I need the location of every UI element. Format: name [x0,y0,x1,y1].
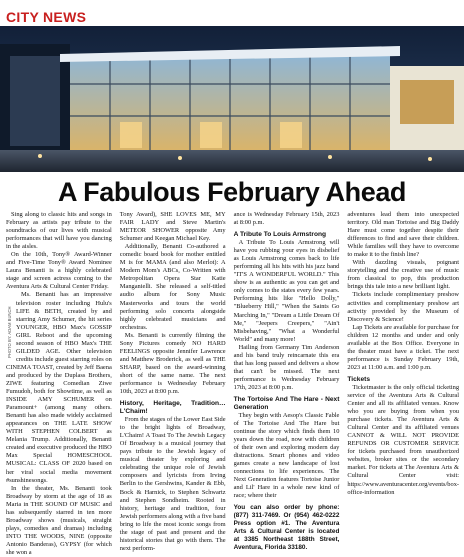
paragraph: Sing along to classic hits and songs in February as artists pay tribute to the soundtracks of our lives with musical performances that will have you dancing in the aisles. [6,211,112,251]
column-3 [233,211,340,551]
paragraph: From the stages of the Lower East Side to the bright lights of Broadway, L'Chaim! A Toast To The Jewish Legacy Of Broadway is a musical journey that pays tribute to the Jewish legacy of musical theater by exploring and celebrating the unique role of Jewish composers and lyricists from Irving Berlin to the Gershwins, Kander & Ebb, Bock & Harnick, to Stephen Schwartz and Stephen Sondheim. Rooted in history, heritage and tradition, four Jewish performers along with a five band bring to life the most iconic songs from the stage of past and present and the historical stories that go with them. The next perform- [119,416,226,552]
paragraph: They begin with Aesop's Classic Fable of The Tortoise And The Hare but continue the story which finds them 10 years down the road, now with children of their own and exploring modern day distractions. Smart phones and video games create a new landscape of lost connections to life experiences. The Next Generation features Tortoise Junior and Lil' Hare in a whole new kind of race; where their [233,411,340,500]
paragraph: Tickets include complimentary preshow activities and complimentary preshow art activity provided by the Museum of Discovery & Science! [347,291,460,323]
paragraph: Additionally, Benanti Co-authored a comedic board book for mother entitled M is for MAMA (and also Merlot): A Modern Mom's ABCs, Co-Written with Metropolitan Opera Star Katie Manganielli. She released a self-titled audio album for Sony Music Masterworks and tours the world performing solo concerts alongside highly celebrated musicians and orchestras. [119,243,226,331]
article-body [6,211,460,556]
subheading: History, Heritage, Tradition…L'Chaim! [119,400,226,416]
paragraph: Tony Award), SHE LOVES ME, MY FAIR LADY and Steve Martin's METEOR SHOWER opposite Amy Schumer and Keegan Michael Key. [119,211,226,243]
paragraph: Lap Tickets are available for purchase for children 12 months and under and only available at the Box Office. Everyone in the theater must have a ticket. The next performance is Sunday February 19th, 2023 at 11:00 a.m. and 1:00 p.m. [347,323,460,371]
paragraph: adventures lead them into unexpected territory. Old man Tortoise and Big Daddy Hare must come together despite their differences to find and save their children. While families will they have to overcome to make it to the finish line? [347,211,460,259]
subheading: Tickets [347,375,370,383]
building-photo-icon [0,26,464,172]
paragraph: ance is Wednesday February 15th, 2023 at 8:00 p.m. [233,211,340,227]
column-1 [6,211,112,556]
subheading: A Tribute To Louis Armstrong [233,231,327,239]
column-2 [119,211,226,552]
paragraph: On the 10th, Tony® Award-Winner and Five-Time Tony® Award Nominee Laura Benanti is a highly celebrated stage and screen actress coming to the Aventura Arts & Cultural Center Friday. [6,251,112,291]
photo-credit: PHOTO BY: ADAM BUNCH [6,306,12,359]
paragraph [6,291,112,484]
paragraph: With dazzling visuals, poignant storytelling and the creative use of music from classical to pop, this production brings this tale into a new brilliant light. [347,259,460,291]
photo-credit-strip [6,293,13,363]
subheading: The Tortoise And The Hare - Next Generation [233,395,340,411]
paragraph-text: Ms. Benanti has an impressive television roster including Hulu's LIFE & BETH, created by and starring Amy Schumer, the hit series YOUNGER, HBO Max's GOSSIP GIRL Reboot and the upcoming second season of HBO Max's THE GILDED AGE. Other television credits include guest starring roles on CINEMA TOAST, created by Jeff Baena and produced by the Duplass Brothers, ZIWE featuring Comedian Ziwe Fumudoh, both for Showtime, as well as INSIDE AMY SCHUMER on Paramount+ (among many others. Benanti has also made widely acclaimed appearances on THE LATE SHOW WITH STEPHEN COLBERT as Melania Trump. Additionally, Benanti created and executive produced the HBO Max Special HOMESCHOOL MUSICAL: CLASS OF 2020 based on her viral social media movement #sunshinesongs. [6,291,112,484]
paragraph: Hailing from Germany Tim Anderson and his band truly reincarnate this era that has long passed and delivers a show that can't be missed. The next performance is Wednesday February 17th, 2023 at 8:00 p.m. [233,343,340,391]
paragraph: A Tribute To Louis Armstrong will have you rubbing your eyes in disbelief as Louis Armstrong comes back to life performing all his hits with his jazz band "IT'S A WONDERFUL WORLD." This show is as authentic as you can get and only comes to the states every few years. Performing hits like "Hello Dolly," "Blueberry Hill," "When the Saints Go Marching In," "Dream a Little Dream Of Me," "Jeepers Creepers," "Ain't Misbehaving," "What a Wonderful World" and many more! [233,239,340,343]
section-label: CITY NEWS [6,9,87,25]
paragraph: Ms. Benanti is currently filming the Sony Pictures comedy NO HARD FEELINGS opposite Jennifer Lawrence and Matthew Broderick, as well as THE SHARP, based on the award-winning short of the same name. The next performance is Wednesday February 10th, 2023 at 8:00 p.m. [119,331,226,396]
contact-info: You can also order by phone: (877) 311-7469. Or (954) 462-0222 Press option #1. The Aventura Arts & Cultural Center is located at 3385 Northeast 188th Street, Aventura, Florida 33180. [233,503,340,551]
hero-photo [0,26,464,172]
paragraph: Ticketmaster is the only official ticketing service of the Aventura Arts & Cultural Center and all its affiliated venues. Know who you are buying from when you purchase tickets. The Aventura Arts & Cultural Center and its affiliated venues CANNOT & WILL NOT PROVIDE REFUNDS OR CUSTOMER SERVICE for tickets purchased from unauthorized websites, broker sites or the secondary market. For tickets at The Aventura Arts & Cultural Center visit: https://www.aventuracenter.org/events/box-office-information [347,383,460,496]
headline: A Fabulous February Ahead [57,177,407,207]
paragraph: In the theater, Ms. Benanti took Broadway by storm at the age of 18 as Maria in THE SOUND OF MUSIC and has subsequently starred in ten more Broadway shows (musicals, straight plays, comedies and dramas) including INTO THE WOODS, NINE (opposite Antonio Banderas), GYPSY (for which she won a [6,484,112,556]
column-4 [347,211,460,496]
